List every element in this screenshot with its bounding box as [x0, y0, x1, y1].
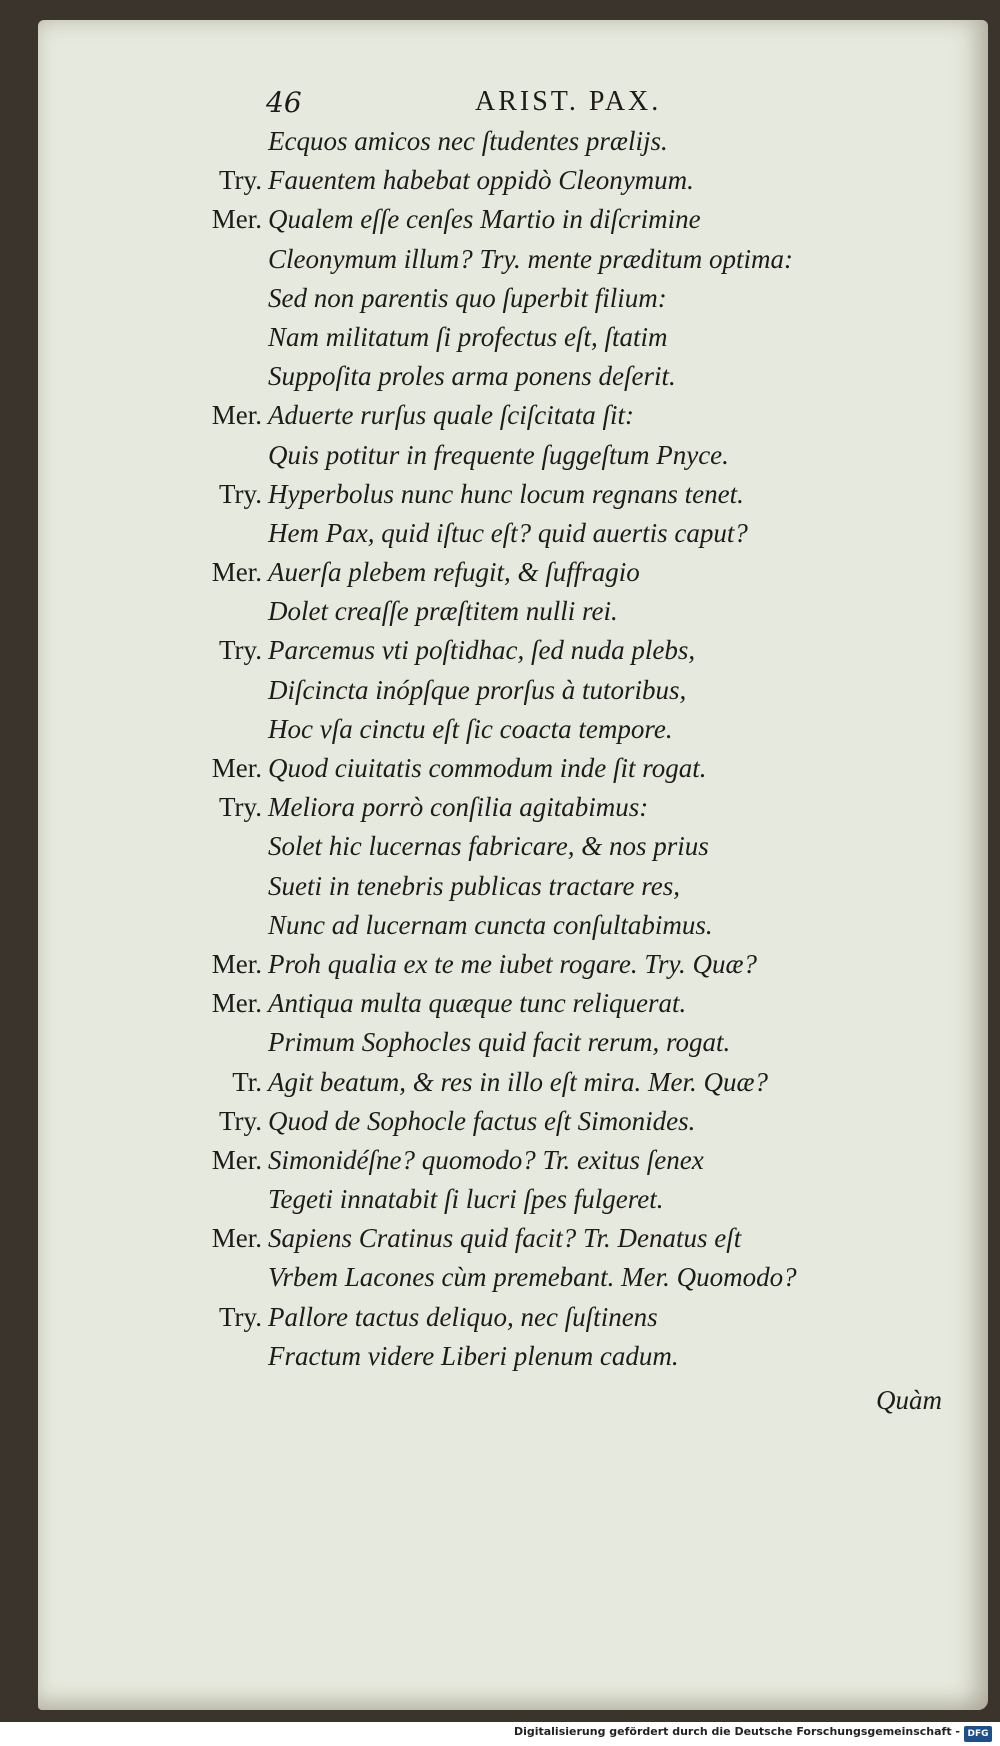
verse-line: [0, 671, 1000, 710]
speaker-label: Mer.: [211, 204, 262, 235]
verse-text: Cleonymum illum? Try. mente præditum optima:: [268, 243, 793, 274]
verse-line: [0, 436, 1000, 475]
verse-line: [0, 945, 1000, 984]
verse-line: [0, 1063, 1000, 1102]
verse-text: Solet hic lucernas fabricare, & nos prius: [268, 831, 709, 862]
verse-text: Dolet creaſſe præſtitem nulli rei.: [268, 596, 618, 627]
verse-text: Hem Pax, quid iſtuc eſt? quid auertis caput?: [268, 517, 748, 548]
speaker-label: Try.: [218, 635, 262, 666]
verse-text: Nunc ad lucernam cuncta conſultabimus.: [268, 909, 713, 940]
verse-line: [0, 1298, 1000, 1337]
speaker-label: Mer.: [211, 753, 262, 783]
catchword: Quàm: [876, 1385, 942, 1415]
verse-text: Aduerte rurſus quale ſciſcitata ſit:: [268, 400, 634, 431]
verse-line: [0, 396, 1000, 435]
speaker-label: Mer.: [211, 1223, 262, 1254]
verse-line: [0, 1219, 1000, 1258]
verse-text: Parcemus vti poſtidhac, ſed nuda plebs,: [268, 635, 696, 666]
verse-text: Proh qualia ex te me iubet rogare. Try. Quæ?: [268, 948, 757, 979]
speaker-label: Mer.: [211, 988, 262, 1019]
verse-text: Fractum videre Liberi plenum cadum.: [268, 1340, 679, 1371]
verse-line: [0, 240, 1000, 279]
verse-line: [0, 1023, 1000, 1062]
verse-line: [0, 1141, 1000, 1180]
speaker-label: Mer.: [211, 948, 262, 979]
verse-text: Qualem eſſe cenſes Martio in diſcrimine: [268, 204, 701, 235]
verse-line: [0, 827, 1000, 866]
verse-line: [0, 1258, 1000, 1297]
dfg-logo: DFG: [964, 1726, 992, 1742]
verse-line: [0, 906, 1000, 945]
verse-line: [0, 631, 1000, 670]
verse-text: Sapiens Cratinus quid facit? Tr. Denatus eſt: [268, 1223, 742, 1254]
verse-text: Sueti in tenebris publicas tractare res,: [268, 870, 680, 901]
verse-line: [0, 161, 1000, 200]
speaker-label: Try.: [218, 478, 262, 509]
verse-line: [0, 553, 1000, 592]
verse-line: [0, 749, 1000, 788]
verse-text: Meliora porrò conſilia agitabimus:: [268, 792, 649, 823]
speaker-label: Mer.: [211, 557, 262, 588]
verse-text: Auerſa plebem refugit, & ſuffragio: [268, 557, 640, 588]
speaker-label: Try.: [218, 1105, 262, 1136]
verse-text: Tegeti innatabit ſi lucri ſpes fulgeret.: [268, 1184, 664, 1215]
verse-text: Quod de Sophocle factus eſt Simonides.: [268, 1105, 696, 1136]
verse-line: [0, 1337, 1000, 1376]
speaker-label: Tr.: [232, 1066, 262, 1097]
verse-text: Hyperbolus nunc hunc locum regnans tenet.: [268, 478, 744, 509]
speaker-label: Try.: [218, 1301, 262, 1332]
verse-text: Quod ciuitatis commodum inde ſit rogat.: [268, 753, 707, 783]
page-header: [0, 72, 1000, 122]
verse-line: [0, 318, 1000, 357]
speaker-label: Mer.: [211, 1144, 262, 1175]
verse-block: [0, 122, 1000, 1376]
footer-credit: Digitalisierung gefördert durch die Deutsche Forschungsgemeinschaft -: [513, 1725, 960, 1738]
footer-bar: [0, 1722, 1000, 1746]
verse-line: [0, 984, 1000, 1023]
page-number: 46: [266, 86, 302, 119]
verse-line: [0, 710, 1000, 749]
verse-line: [0, 1102, 1000, 1141]
verse-text: Fauentem habebat oppidò Cleonymum.: [268, 165, 694, 196]
speaker-label: Mer.: [211, 400, 262, 431]
running-title: ARIST. PAX.: [475, 86, 662, 117]
verse-line: [0, 357, 1000, 396]
verse-line: [0, 514, 1000, 553]
verse-text: Nam militatum ſi profectus eſt, ſtatim: [268, 321, 668, 352]
verse-text: Ecquos amicos nec ſtudentes prælijs.: [268, 126, 668, 156]
verse-line: [0, 475, 1000, 514]
verse-text: Hoc vſa cinctu eſt ſic coacta tempore.: [268, 713, 673, 744]
verse-line: [0, 200, 1000, 239]
verse-text: Agit beatum, & res in illo eſt mira. Mer. Quæ?: [268, 1066, 768, 1097]
verse-line: [0, 1180, 1000, 1219]
verse-text: Pallore tactus deliquo, nec ſuſtinens: [268, 1301, 658, 1332]
speaker-label: Try.: [218, 792, 262, 823]
verse-line: [0, 122, 1000, 161]
verse-text: Sed non parentis quo ſuperbit filium:: [268, 282, 667, 313]
verse-text: Vrbem Lacones cùm premebant. Mer. Quomodo?: [268, 1262, 797, 1293]
speaker-label: Try.: [218, 165, 262, 196]
verse-text: Simonidéſne? quomodo? Tr. exitus ſenex: [268, 1144, 704, 1175]
verse-line: [0, 867, 1000, 906]
verse-text: Quis potitur in frequente ſuggeſtum Pnyce.: [268, 439, 729, 470]
verse-text: Primum Sophocles quid facit rerum, rogat.: [268, 1027, 731, 1058]
verse-text: Antiqua multa quæque tunc reliquerat.: [268, 988, 687, 1019]
verse-text: Suppoſita proles arma ponens deſerit.: [268, 361, 676, 392]
verse-line: [0, 788, 1000, 827]
verse-line: [0, 592, 1000, 631]
verse-line: [0, 279, 1000, 318]
verse-text: Diſcincta inópſque prorſus à tutoribus,: [268, 674, 687, 705]
